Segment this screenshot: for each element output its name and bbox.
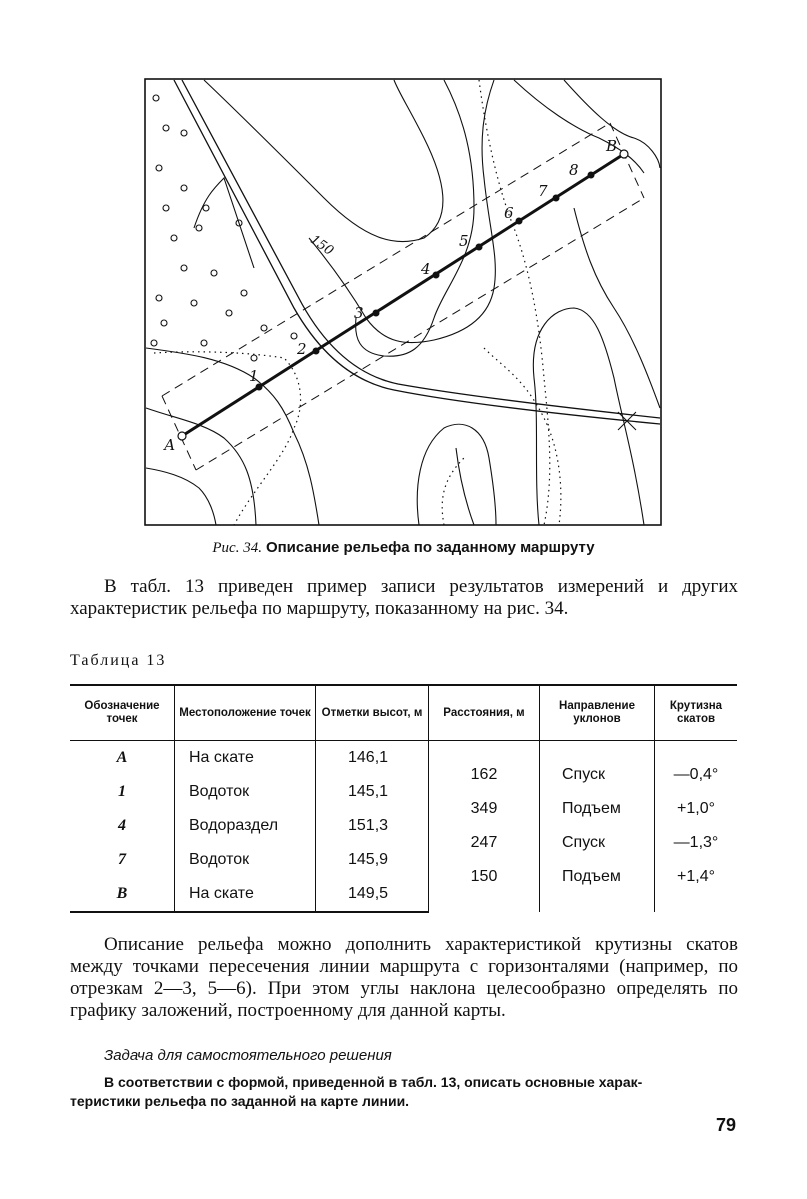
task-text-line2: теристики рельефа по заданной на карте линии. — [70, 1093, 410, 1109]
map-label-point: 5 — [459, 232, 469, 250]
cell-location: Водоток — [175, 775, 316, 809]
header-elevation: Отметки высот, м — [316, 685, 429, 741]
map-label-end: В — [606, 137, 618, 155]
cell-slope: —0,4° — [673, 766, 719, 783]
cell-point: В — [70, 877, 175, 912]
caption-text: Описание рельефа по заданному маршруту — [265, 539, 595, 556]
cell-point: А — [116, 749, 128, 766]
map-frame — [145, 79, 661, 525]
forest-symbols — [151, 95, 297, 361]
cell-distance: 247 — [470, 834, 498, 851]
cell-location: Водоток — [175, 843, 316, 877]
cell-point: 7 — [118, 851, 126, 868]
cell-direction: Подъем — [562, 800, 621, 817]
segment-slopes — [655, 741, 738, 913]
cell-elevation: 151,3 — [316, 809, 429, 843]
cell-direction: Подъем — [562, 868, 621, 885]
cell-distance: 150 — [470, 868, 498, 885]
map-label-start: А — [164, 436, 176, 454]
cell-point: 1 — [118, 783, 126, 800]
cell-slope: +1,4° — [677, 868, 715, 885]
relief-table — [70, 684, 737, 913]
header-location: Местоположение точек — [175, 685, 316, 741]
cell-distance: 162 — [470, 766, 498, 783]
figure-caption — [0, 539, 807, 557]
cell-elevation: 149,5 — [316, 877, 429, 912]
map-label-point: 2 — [297, 340, 307, 358]
task-text — [70, 1073, 738, 1111]
table-row — [70, 741, 737, 776]
header-point: Обозначение точек — [70, 685, 175, 741]
table-label: Таблица 13 — [70, 652, 167, 669]
cell-elevation: 146,1 — [316, 741, 429, 776]
page-number: 79 — [716, 1115, 737, 1135]
cell-location: На скате — [175, 877, 316, 912]
header-distance: Расстояния, м — [429, 685, 540, 741]
map-label-point: 1 — [249, 367, 259, 385]
cell-slope: —1,3° — [673, 834, 719, 851]
cell-distance: 349 — [470, 800, 498, 817]
paragraph-description: Описание рельефа можно дополнить характеристикой крутизны скатов между точками пересечения линии маршрута с горизонталями (например, по отрезкам 2—3, 5—6). При этом углы наклона целесообразно определять по графику заложений, построенному для данной карты. — [70, 934, 738, 1021]
map-label-point: 8 — [569, 161, 579, 179]
cell-point: 4 — [118, 817, 126, 834]
caption-number: Рис. 34. — [212, 540, 262, 556]
cell-elevation: 145,1 — [316, 775, 429, 809]
cell-location: На скате — [175, 741, 316, 776]
map-label-point: 6 — [504, 204, 514, 222]
contour-lines — [146, 80, 660, 525]
segment-directions — [540, 741, 655, 913]
map-label-point: 4 — [421, 260, 431, 278]
relief-map — [144, 78, 662, 526]
segment-distances — [429, 741, 540, 913]
map-label-contour: 150 — [307, 232, 337, 259]
task-text-line1: В соответствии с формой, приведенной в табл. 13, описать основные харак- — [104, 1074, 643, 1090]
cell-direction: Спуск — [562, 766, 606, 783]
header-direction: Направление уклонов — [540, 685, 655, 741]
header-slope: Крутизна скатов — [655, 685, 738, 741]
map-label-point: 7 — [538, 182, 548, 200]
cell-direction: Спуск — [562, 834, 606, 851]
cell-elevation: 145,9 — [316, 843, 429, 877]
cell-slope: +1,0° — [677, 800, 715, 817]
cell-location: Водораздел — [175, 809, 316, 843]
task-title: Задача для самостоятельного решения — [104, 1047, 392, 1064]
paragraph-intro: В табл. 13 приведен пример записи результатов измерений и других характеристик рельефа по маршруту, показанному на рис. 34. — [70, 576, 738, 619]
map-label-point: 3 — [354, 304, 364, 322]
